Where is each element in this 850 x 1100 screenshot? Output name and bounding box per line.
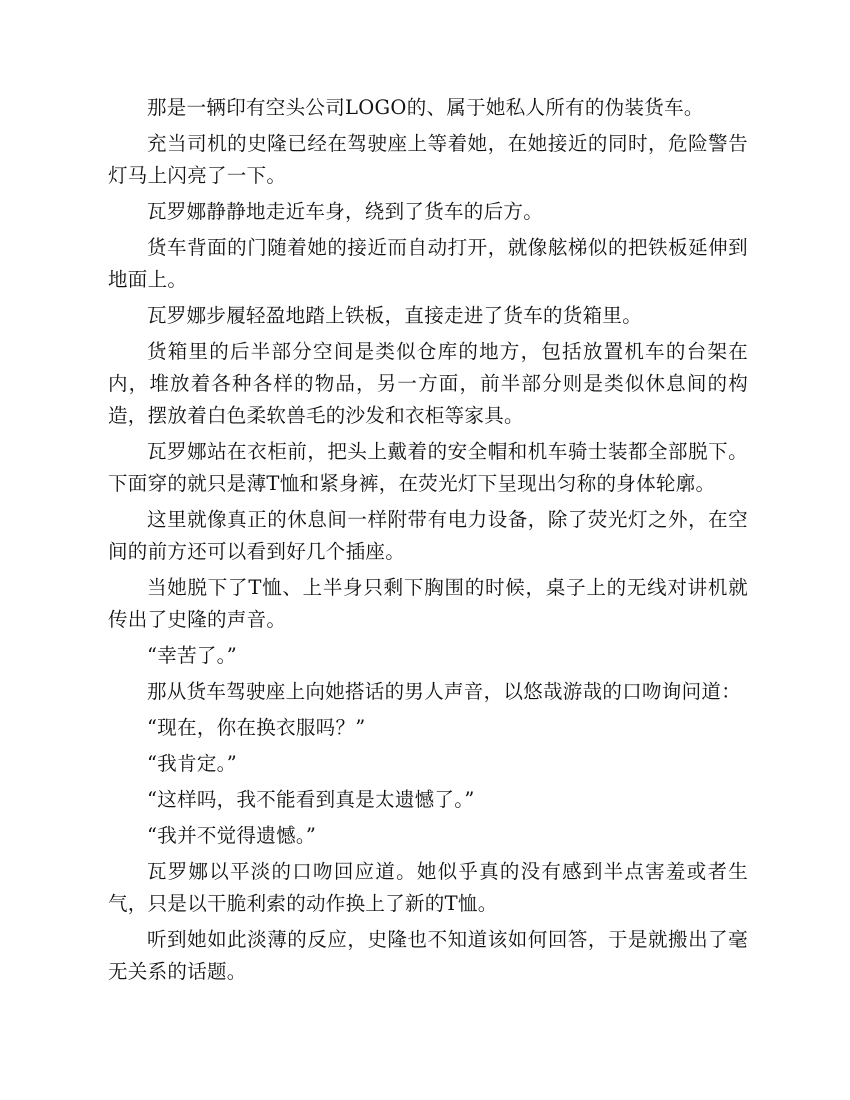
dialogue-line: “我肯定。”: [147, 752, 237, 775]
dialogue-line: “幸苦了。”: [147, 644, 237, 667]
paragraph: 这里就像真正的休息间一样附带有电力设备，除了荧光灯之外，在空间的前方还可以看到好几个插座。: [108, 508, 748, 563]
dialogue-line: “现在，你在换衣服吗？”: [147, 716, 366, 739]
paragraph: 瓦罗娜步履轻盈地踏上铁板，直接走进了货车的货箱里。: [147, 304, 643, 327]
dialogue-line: “我并不觉得遗憾。”: [147, 824, 317, 847]
paragraph: 那从货车驾驶座上向她搭话的男人声音，以悠哉游哉的口吻询问道：: [147, 680, 742, 703]
paragraph: 那是一辆印有空头公司LOGO的、属于她私人所有的伪装货车。: [147, 96, 704, 119]
paragraph: 当她脱下了T恤、上半身只剩下胸围的时候，桌子上的无线对讲机就传出了史隆的声音。: [108, 576, 748, 631]
paragraph: 听到她如此淡薄的反应，史隆也不知道该如何回答，于是就搬出了毫无关系的话题。: [108, 928, 748, 983]
document-body: [108, 92, 748, 992]
paragraph: 瓦罗娜以平淡的口吻回应道。她似乎真的没有感到半点害羞或者生气，只是以干脆利索的动作换上了新的T恤。: [108, 860, 748, 915]
paragraph: 充当司机的史隆已经在驾驶座上等着她，在她接近的同时，危险警告灯马上闪亮了一下。: [108, 132, 748, 187]
paragraph: 货车背面的门随着她的接近而自动打开，就像舷梯似的把铁板延伸到地面上。: [108, 236, 748, 291]
paragraph: 瓦罗娜静静地走近车身，绕到了货车的后方。: [147, 200, 544, 223]
paragraph: 货箱里的后半部分空间是类似仓库的地方，包括放置机车的台架在内，堆放着各种各样的物品，另一方面，前半部分则是类似休息间的构造，摆放着白色柔软兽毛的沙发和衣柜等家具。: [108, 340, 748, 427]
dialogue-line: “这样吗，我不能看到真是太遗憾了。”: [147, 788, 475, 811]
paragraph: 瓦罗娜站在衣柜前，把头上戴着的安全帽和机车骑士装都全部脱下。下面穿的就只是薄T恤和紧身裤，在荧光灯下呈现出匀称的身体轮廓。: [108, 440, 748, 495]
